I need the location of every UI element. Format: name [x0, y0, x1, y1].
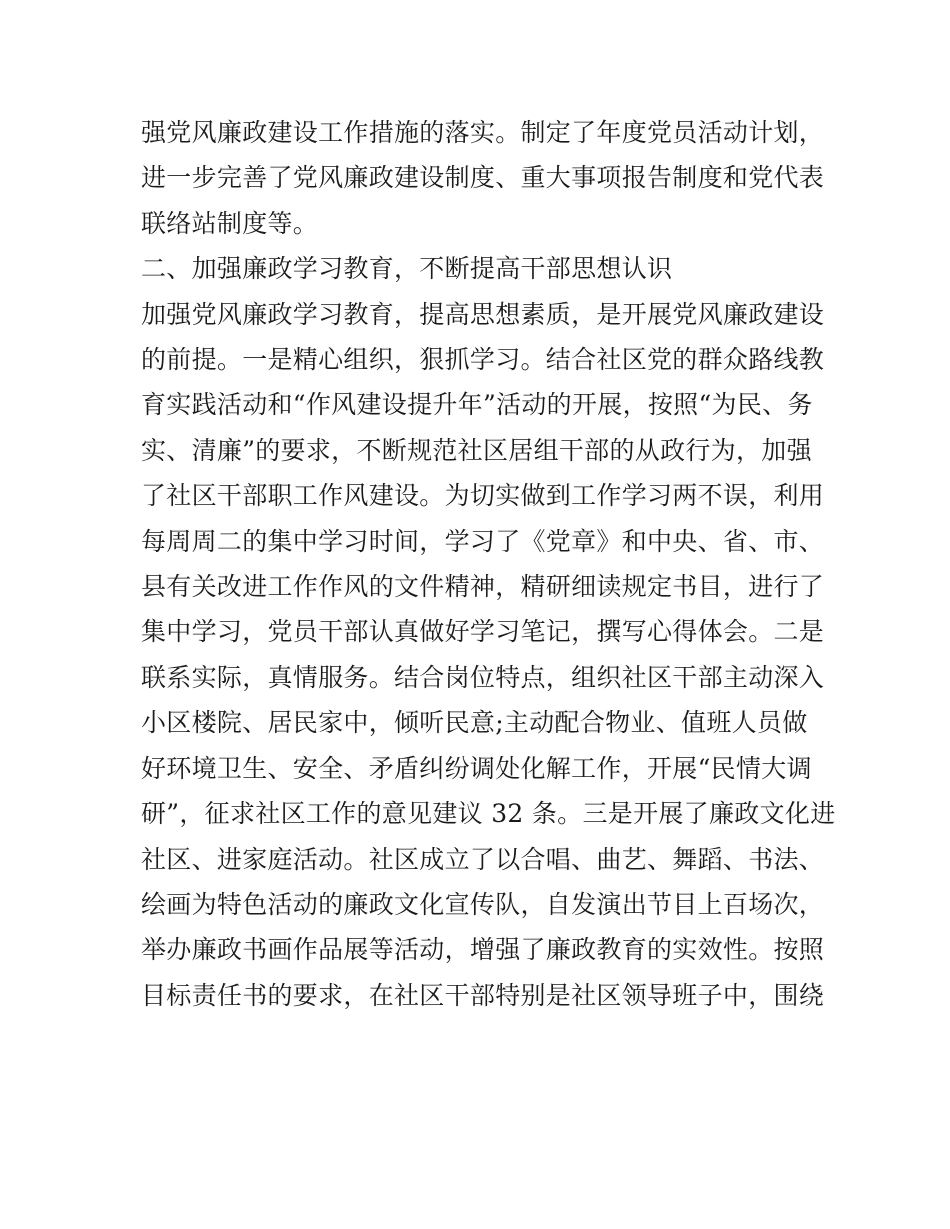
- text-line: 绘画为特色活动的廉政文化宣传队，自发演出节目上百场次，: [141, 889, 825, 919]
- text-line: 小区楼院、居民家中，倾听民意;主动配合物业、值班人员做: [141, 708, 808, 738]
- text-line: 举办廉政书画作品展等活动，增强了廉政教育的实效性。按照: [141, 935, 825, 965]
- text-line: 好环境卫生、安全、矛盾纠纷调处化解工作，开展“民情大调: [141, 753, 812, 783]
- text-line: 的前提。一是精心组织，狠抓学习。结合社区党的群众路线教: [141, 345, 825, 375]
- text-line: 强党风廉政建设工作措施的落实。制定了年度党员活动计划，: [141, 118, 825, 147]
- text-line: 联络站制度等。: [141, 208, 319, 238]
- document-body: [141, 110, 836, 1018]
- text-line: 研”，征求社区工作的意见建议 32 条。三是开展了廉政文化进: [141, 799, 836, 829]
- text-line: 实、清廉”的要求，不断规范社区居组干部的从政行为，加强: [141, 435, 812, 465]
- text-line: 目标责任书的要求，在社区干部特别是社区领导班子中，围绕: [141, 980, 825, 1010]
- text-line: 联系实际，真情服务。结合岗位特点，组织社区干部主动深入: [141, 662, 825, 692]
- section-heading: 二、加强廉政学习教育，不断提高干部思想认识: [141, 254, 673, 284]
- text-line: 县有关改进工作作风的文件精神，精研细读规定书目，进行了: [141, 572, 825, 602]
- text-line: 加强党风廉政学习教育，提高思想素质，是开展党风廉政建设: [141, 299, 825, 329]
- text-line: 育实践活动和“作风建设提升年”活动的开展，按照“为民、务: [141, 390, 813, 420]
- text-line: 社区、进家庭活动。社区成立了以合唱、曲艺、舞蹈、书法、: [141, 844, 825, 874]
- text-line: 集中学习，党员干部认真做好学习笔记，撰写心得体会。二是: [141, 617, 825, 647]
- text-line: 了社区干部职工作风建设。为切实做到工作学习两不误，利用: [141, 481, 825, 511]
- text-line: 每周周二的集中学习时间，学习了《党章》和中央、省、市、: [141, 526, 825, 556]
- text-line: 进一步完善了党风廉政建设制度、重大事项报告制度和党代表: [141, 163, 825, 193]
